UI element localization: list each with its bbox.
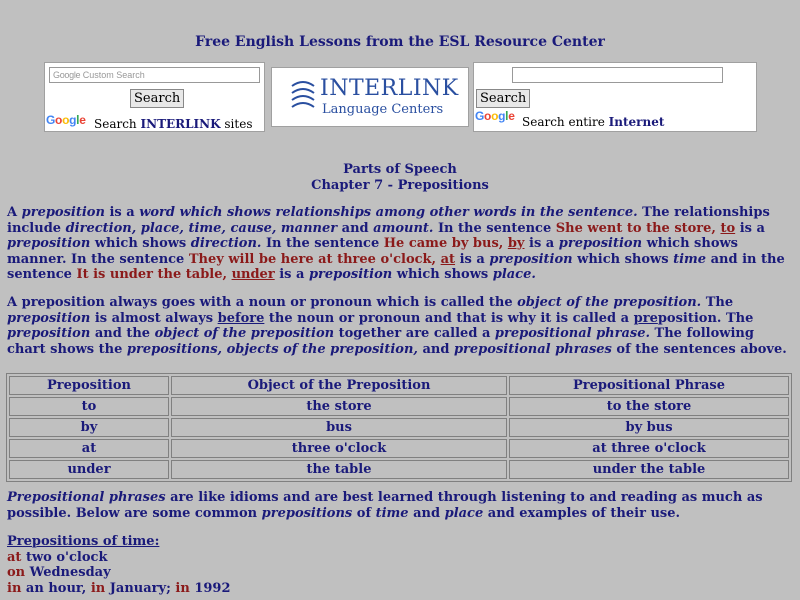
object-paragraph bbox=[7, 295, 793, 357]
text-run: and examples of their use. bbox=[483, 505, 681, 521]
text-run: preposition bbox=[7, 326, 91, 341]
text-run: two o'clock bbox=[21, 549, 108, 565]
text-run: preposition bbox=[308, 267, 393, 282]
interlink-swirl-icon bbox=[286, 76, 320, 116]
time-example-line bbox=[7, 565, 793, 581]
text-run: of the sentences above. bbox=[611, 341, 787, 357]
chapter-line-1: Parts of Speech bbox=[343, 162, 457, 177]
text-run: together are called a bbox=[334, 326, 495, 341]
text-run: which shows bbox=[90, 236, 191, 251]
logo-main-text: INTERLINK bbox=[320, 76, 459, 101]
text-run: of bbox=[352, 505, 376, 521]
text-run: time bbox=[673, 251, 707, 267]
text-run: It is under the table, bbox=[76, 267, 232, 282]
text-run: Prepositional phrases bbox=[7, 490, 166, 505]
text-run: which shows manner. In the sentence bbox=[7, 236, 738, 267]
interlink-search-input[interactable] bbox=[49, 67, 260, 83]
text-run: prepositions, objects of the preposition, bbox=[126, 341, 418, 357]
text-run: prepositions bbox=[261, 505, 353, 521]
table-cell: the store bbox=[171, 397, 507, 416]
interlink-search-button[interactable]: Search bbox=[130, 89, 184, 108]
chapter-line-2: Chapter 7 - Prepositions bbox=[311, 178, 489, 193]
caption-prefix: Search entire bbox=[522, 115, 609, 129]
interlink-logo[interactable] bbox=[271, 67, 469, 127]
text-run: is a bbox=[455, 251, 490, 267]
text-run: is a bbox=[104, 205, 140, 220]
text-run: amount. bbox=[373, 220, 434, 236]
text-run: time bbox=[375, 505, 409, 521]
text-run: which shows bbox=[392, 267, 493, 282]
text-run: under bbox=[231, 267, 275, 282]
text-run: an hour, bbox=[21, 580, 91, 596]
text-run: preposition bbox=[7, 310, 91, 326]
table-cell: to the store bbox=[509, 397, 789, 416]
table-row bbox=[9, 439, 789, 458]
google-logo: Google bbox=[46, 113, 86, 127]
text-run: on bbox=[7, 565, 26, 580]
time-example-line bbox=[7, 581, 793, 597]
caption-bold: Internet bbox=[608, 115, 665, 129]
text-run: place. bbox=[492, 267, 536, 282]
text-run: in bbox=[7, 580, 22, 596]
text-run: direction, place, time, cause, manner bbox=[65, 220, 338, 236]
table-header-row bbox=[9, 376, 789, 395]
time-example-line bbox=[7, 550, 793, 566]
interlink-search-caption bbox=[94, 117, 252, 131]
text-run: The bbox=[701, 295, 734, 310]
text-run: and in the sentence bbox=[7, 251, 785, 282]
text-run: prepositional phrases bbox=[453, 341, 612, 357]
time-prepositions-heading bbox=[7, 534, 793, 550]
internet-search-box bbox=[473, 62, 757, 132]
text-run: object of the preposition bbox=[154, 326, 335, 341]
text-run: are like idioms and are best learned through listening to and reading as much as possible. Below are some common bbox=[7, 490, 763, 521]
text-run: before bbox=[217, 310, 265, 326]
text-run: position. The bbox=[657, 310, 754, 326]
internet-search-caption bbox=[522, 115, 664, 129]
text-run: preposition bbox=[7, 236, 91, 251]
phrases-paragraph bbox=[7, 490, 793, 521]
table-cell: at bbox=[9, 439, 169, 458]
text-run: direction. bbox=[190, 236, 262, 251]
text-run: and bbox=[417, 341, 454, 357]
text-run: The following chart shows the bbox=[7, 326, 754, 357]
column-header: Prepositional Phrase bbox=[509, 376, 789, 395]
text-run: She went to the store, bbox=[555, 220, 721, 236]
text-run: In the sentence bbox=[261, 236, 384, 251]
text-run: object of the preposition. bbox=[517, 295, 702, 310]
caption-bold: INTERLINK bbox=[140, 117, 221, 131]
text-run: is a bbox=[274, 267, 309, 282]
text-run: and the bbox=[90, 326, 155, 341]
text-run: January; bbox=[105, 580, 176, 596]
intro-paragraph bbox=[7, 205, 793, 283]
text-run: A preposition always goes with a noun or pronoun which is called the bbox=[7, 295, 518, 310]
table-cell: under the table bbox=[509, 460, 789, 479]
caption-prefix: Search bbox=[94, 117, 141, 131]
text-run: place bbox=[444, 505, 484, 521]
text-run: A bbox=[7, 205, 22, 220]
text-run: preposition bbox=[21, 205, 105, 220]
text-run: to bbox=[720, 220, 736, 236]
text-run: word which shows relationships among other words in the sentence. bbox=[139, 205, 638, 220]
column-header: Object of the Preposition bbox=[171, 376, 507, 395]
text-run: Wednesday bbox=[25, 565, 111, 580]
text-run: pre bbox=[633, 310, 658, 326]
chapter-heading bbox=[0, 162, 800, 194]
table-cell: at three o'clock bbox=[509, 439, 789, 458]
google-watermark: Google bbox=[53, 70, 81, 80]
table-cell: by bus bbox=[509, 418, 789, 437]
column-header: Preposition bbox=[9, 376, 169, 395]
heading-text: Prepositions of time: bbox=[7, 534, 160, 549]
text-run: which shows bbox=[572, 251, 674, 267]
caption-suffix: sites bbox=[220, 117, 253, 131]
text-run: prepositional phrase. bbox=[494, 326, 651, 341]
text-run: 1992 bbox=[189, 580, 231, 596]
table-cell: under bbox=[9, 460, 169, 479]
text-run: at bbox=[7, 549, 22, 565]
logo-sub-text: Language Centers bbox=[322, 102, 444, 117]
table-cell: three o'clock bbox=[171, 439, 507, 458]
table-cell: bus bbox=[171, 418, 507, 437]
text-run: by bbox=[507, 236, 525, 251]
text-run: preposition bbox=[489, 251, 573, 267]
table-row bbox=[9, 418, 789, 437]
text-run: The relationships include bbox=[7, 205, 770, 236]
text-run: They will be here at three o'clock, bbox=[188, 251, 441, 267]
table-cell: to bbox=[9, 397, 169, 416]
text-run: preposition bbox=[558, 236, 643, 251]
internet-search-input[interactable] bbox=[512, 67, 723, 83]
google-logo: Google bbox=[475, 109, 515, 123]
text-run: in bbox=[90, 580, 106, 596]
internet-search-button[interactable]: Search bbox=[476, 89, 530, 108]
text-run: is almost always bbox=[90, 310, 218, 326]
text-run: and bbox=[408, 505, 445, 521]
table-cell: the table bbox=[171, 460, 507, 479]
text-run: is a bbox=[524, 236, 559, 251]
text-run: is a bbox=[735, 220, 765, 236]
time-prepositions-section bbox=[7, 534, 793, 596]
table-cell: by bbox=[9, 418, 169, 437]
text-run: and bbox=[337, 220, 374, 236]
table-row bbox=[9, 397, 789, 416]
table-row bbox=[9, 460, 789, 479]
text-run: at bbox=[440, 251, 456, 267]
text-run: He came by bus, bbox=[383, 236, 508, 251]
text-run: In the sentence bbox=[433, 220, 556, 236]
search-placeholder: Custom Search bbox=[82, 70, 145, 80]
text-run: in bbox=[175, 580, 190, 596]
text-run: the noun or pronoun and that is why it is called a bbox=[264, 310, 634, 326]
page-title: Free English Lessons from the ESL Resource Center bbox=[195, 34, 605, 50]
interlink-search-box bbox=[44, 62, 265, 132]
prepositions-table bbox=[6, 373, 792, 482]
